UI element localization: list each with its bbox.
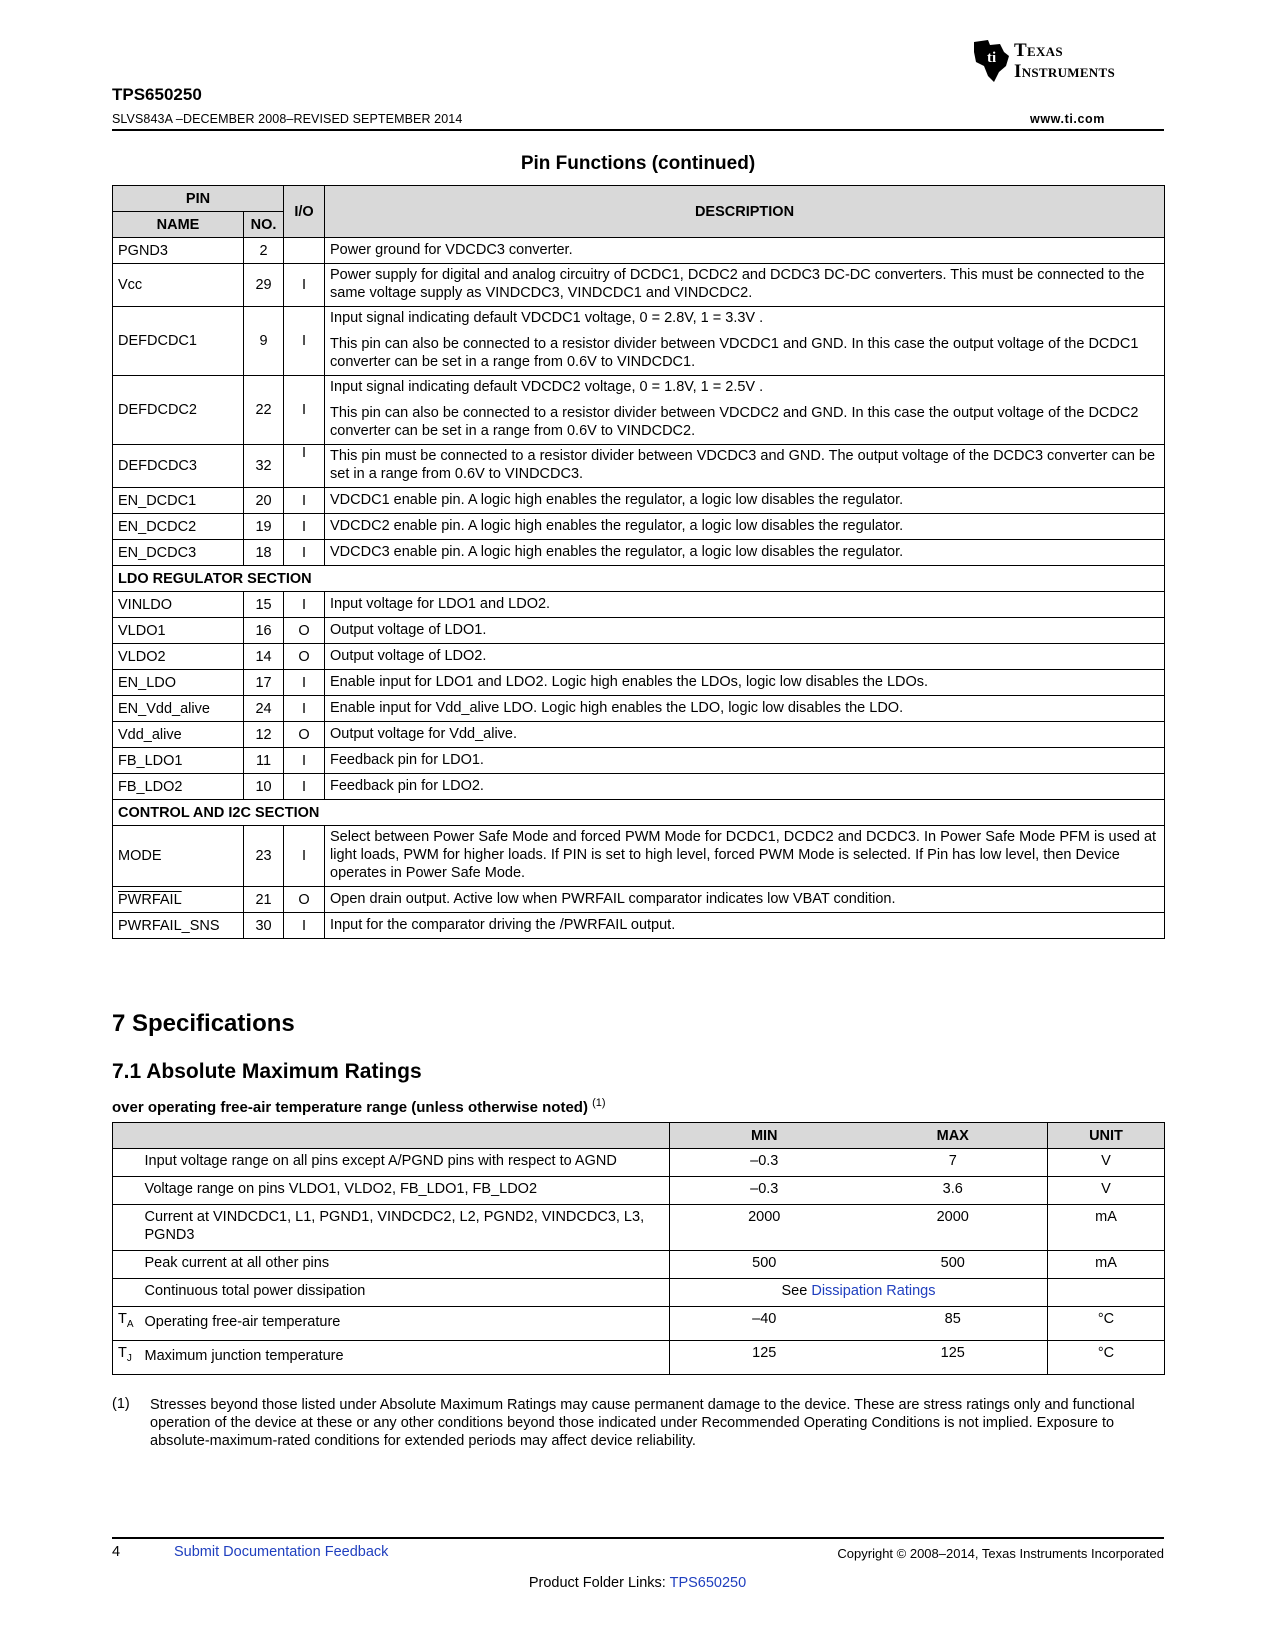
ldo-section	[113, 566, 1165, 592]
rating-min: –0.3	[670, 1177, 859, 1205]
pin-number: 23	[244, 826, 284, 887]
pin-number: 18	[244, 540, 284, 566]
pin-row	[113, 514, 1165, 540]
description-paragraph: Input signal indicating default VDCDC1 voltage, 0 = 2.8V, 1 = 3.3V .	[330, 310, 764, 326]
pin-io: I	[284, 445, 325, 488]
pin-number: 21	[244, 887, 284, 913]
pin-name: EN_DCDC2	[113, 514, 244, 540]
pin-name: FB_LDO2	[113, 774, 244, 800]
pin-io: O	[284, 722, 325, 748]
pin-io: I	[284, 307, 325, 376]
pin-io: I	[284, 514, 325, 540]
rating-unit: °C	[1048, 1340, 1165, 1374]
product-folder-links	[0, 1575, 1275, 1591]
svg-text:ti: ti	[987, 50, 997, 66]
pin-description	[325, 748, 1165, 774]
rating-symbol	[113, 1149, 143, 1177]
pin-description	[325, 774, 1165, 800]
pin-io: I	[284, 376, 325, 445]
pin-number: 12	[244, 722, 284, 748]
logo-wordmark	[1014, 40, 1115, 82]
pin-number: 22	[244, 376, 284, 445]
rating-min: 500	[670, 1251, 859, 1279]
pin-description	[325, 488, 1165, 514]
pin-description	[325, 238, 1165, 264]
rating-max: 500	[859, 1251, 1048, 1279]
footnote-number: (1)	[112, 1396, 130, 1412]
description-paragraph: Open drain output. Active low when PWRFAIL comparator indicates low VBAT condition.	[330, 890, 896, 907]
pin-number: 14	[244, 644, 284, 670]
pin-number: 19	[244, 514, 284, 540]
rating-max: 7	[859, 1149, 1048, 1177]
specifications-heading: 7 Specifications	[112, 1010, 295, 1037]
page-number: 4	[112, 1544, 121, 1560]
rating-max: 85	[859, 1307, 1048, 1341]
pin-row	[113, 696, 1165, 722]
footnote-ref[interactable]: (1)	[592, 1097, 606, 1109]
pin-name: VLDO1	[113, 618, 244, 644]
rating-row	[113, 1279, 1165, 1307]
description-paragraph: This pin can also be connected to a resistor divider between VDCDC1 and GND. In this case the output voltage of the DCDC1 converter can be set in a range from 0.6V to VINDCDC1.	[330, 336, 1139, 370]
description-paragraph: VDCDC2 enable pin. A logic high enables the regulator, a logic low disables the regulator.	[330, 517, 904, 534]
pin-io	[284, 238, 325, 264]
description-paragraph: Output voltage of LDO1.	[330, 621, 487, 638]
name-header: NAME	[113, 212, 244, 238]
pin-name: PWRFAIL	[113, 887, 244, 913]
rating-symbol	[113, 1205, 143, 1251]
rating-unit: V	[1048, 1149, 1165, 1177]
description-paragraph: Feedback pin for LDO2.	[330, 777, 484, 794]
rating-symbol	[113, 1279, 143, 1307]
pin-number: 32	[244, 445, 284, 488]
pin-rows-ldo	[113, 592, 1165, 800]
pin-row	[113, 618, 1165, 644]
pin-header: PIN	[113, 186, 284, 212]
rating-row	[113, 1205, 1165, 1251]
pin-rows-power	[113, 238, 1165, 566]
description-paragraph: Power ground for VDCDC3 converter.	[330, 241, 573, 258]
pin-io: I	[284, 826, 325, 887]
pin-row	[113, 826, 1165, 887]
pin-name: EN_Vdd_alive	[113, 696, 244, 722]
rating-symbol	[113, 1340, 143, 1374]
description-paragraph: Select between Power Safe Mode and forced PWM Mode for DCDC1, DCDC2 and DCDC3. In Power Safe Mode PFM is used at light loads, PWM for higher loads. If PIN is set to high level, forced PWM Mode is selected. If Pin has low level, then Device operates in Power Safe Mode.	[330, 829, 1157, 881]
pin-description	[325, 826, 1165, 887]
pin-number: 16	[244, 618, 284, 644]
rating-see-reference	[670, 1279, 1048, 1307]
description-paragraph: Input signal indicating default VDCDC2 voltage, 0 = 1.8V, 1 = 2.5V .	[330, 379, 764, 395]
description-paragraph: Output voltage of LDO2.	[330, 647, 487, 664]
description-paragraph: Input for the comparator driving the /PWRFAIL output.	[330, 916, 676, 933]
ratings-rows	[113, 1149, 1165, 1375]
footer-rule	[112, 1537, 1164, 1539]
pin-name: PGND3	[113, 238, 244, 264]
pin-row	[113, 488, 1165, 514]
pin-row	[113, 670, 1165, 696]
pin-io: I	[284, 774, 325, 800]
symbol-subscript: J	[126, 1352, 132, 1364]
pin-io: I	[284, 913, 325, 939]
description-paragraph: Output voltage for Vdd_alive.	[330, 725, 518, 742]
pin-row	[113, 238, 1165, 264]
see-prefix: See	[781, 1283, 812, 1299]
rating-symbol	[113, 1177, 143, 1205]
document-info: SLVS843A –DECEMBER 2008–REVISED SEPTEMBER 2014	[112, 112, 463, 126]
logo-line2: Instruments	[1014, 61, 1115, 82]
description-paragraph: Power supply for digital and analog circuitry of DCDC1, DCDC2 and DCDC3 DC-DC converters. This must be connected to the same voltage supply as VINDCDC3, VINDCDC1 and VINDCDC2.	[330, 267, 1145, 301]
product-folder-link[interactable]: TPS650250	[669, 1575, 747, 1591]
rating-max: 2000	[859, 1205, 1048, 1251]
pin-row	[113, 540, 1165, 566]
control-section	[113, 800, 1165, 826]
logo-line1: Texas	[1014, 40, 1063, 61]
ti-state-icon	[968, 36, 1012, 84]
pin-name: EN_DCDC3	[113, 540, 244, 566]
pin-functions-title: Pin Functions (continued)	[520, 153, 756, 174]
unit-header: UNIT	[1048, 1123, 1165, 1149]
pin-description	[325, 887, 1165, 913]
pin-row	[113, 307, 1165, 376]
rating-parameter: Peak current at all other pins	[143, 1251, 670, 1279]
pin-row	[113, 722, 1165, 748]
pin-io: O	[284, 887, 325, 913]
pin-io: O	[284, 618, 325, 644]
rating-parameter: Input voltage range on all pins except A/PGND pins with respect to AGND	[143, 1149, 670, 1177]
description-paragraph: VDCDC3 enable pin. A logic high enables the regulator, a logic low disables the regulator.	[330, 543, 904, 560]
rating-parameter: Operating free-air temperature	[143, 1307, 670, 1341]
pin-number: 29	[244, 264, 284, 307]
description-paragraph: Input voltage for LDO1 and LDO2.	[330, 595, 551, 612]
symbol-subscript: A	[126, 1318, 134, 1330]
pin-number: 20	[244, 488, 284, 514]
pin-number: 24	[244, 696, 284, 722]
pin-description	[325, 618, 1165, 644]
pin-description	[325, 264, 1165, 307]
rating-parameter: Maximum junction temperature	[143, 1340, 670, 1374]
pin-io: O	[284, 644, 325, 670]
pin-row	[113, 376, 1165, 445]
pin-name: Vcc	[113, 264, 244, 307]
pin-number: 11	[244, 748, 284, 774]
absolute-max-heading: 7.1 Absolute Maximum Ratings	[112, 1060, 422, 1083]
rating-min: –40	[670, 1307, 859, 1341]
folder-label: Product Folder Links:	[528, 1575, 670, 1591]
parameter-header	[113, 1123, 670, 1149]
pin-description	[325, 722, 1165, 748]
pin-row	[113, 264, 1165, 307]
pin-name: MODE	[113, 826, 244, 887]
pin-name: EN_DCDC1	[113, 488, 244, 514]
rating-row	[113, 1149, 1165, 1177]
pin-description	[325, 540, 1165, 566]
pin-description	[325, 376, 1165, 445]
pin-description	[325, 592, 1165, 618]
symbol-letter: T	[118, 1311, 127, 1327]
pin-description	[325, 644, 1165, 670]
pin-description	[325, 696, 1165, 722]
pin-description	[325, 445, 1165, 488]
rating-unit	[1048, 1279, 1165, 1307]
pin-name: PWRFAIL_SNS	[113, 913, 244, 939]
pin-name: DEFDCDC3	[113, 445, 244, 488]
pin-row	[113, 445, 1165, 488]
rating-min: 125	[670, 1340, 859, 1374]
rating-unit: mA	[1048, 1205, 1165, 1251]
pin-number: 17	[244, 670, 284, 696]
conditions-label: over operating free-air temperature range (unless otherwise noted)	[112, 1099, 588, 1116]
part-number: TPS650250	[112, 85, 202, 104]
description-header: DESCRIPTION	[325, 186, 1165, 238]
pin-number: 30	[244, 913, 284, 939]
footnote-text: Stresses beyond those listed under Absolute Maximum Ratings may cause permanent damage to the device. These are stress ratings only and functional operation of the device at these or any other conditions beyond those indicated under Recommended Operating Conditions is not implied. Exposure to absolute-maximum-rated conditions for extended periods may affect device reliability.	[150, 1397, 1135, 1449]
rating-unit: V	[1048, 1177, 1165, 1205]
absolute-max-table	[112, 1122, 1165, 1375]
pin-row	[113, 774, 1165, 800]
no-header: NO.	[244, 212, 284, 238]
copyright: Copyright © 2008–2014, Texas Instruments Incorporated	[837, 1546, 1164, 1561]
rating-parameter: Voltage range on pins VLDO1, VLDO2, FB_LDO1, FB_LDO2	[143, 1177, 670, 1205]
rating-parameter: Current at VINDCDC1, L1, PGND1, VINDCDC2, L2, PGND2, VINDCDC3, L3, PGND3	[143, 1205, 670, 1251]
rating-unit: mA	[1048, 1251, 1165, 1279]
description-paragraph: This pin must be connected to a resistor divider between VDCDC3 and GND. The output voltage of the DCDC3 converter can be set in a range from 0.6V to VINDCDC3.	[330, 448, 1156, 482]
pin-io: I	[284, 748, 325, 774]
pin-name: DEFDCDC1	[113, 307, 244, 376]
pin-number: 2	[244, 238, 284, 264]
rating-max: 125	[859, 1340, 1048, 1374]
pin-description	[325, 307, 1165, 376]
pin-name: VLDO2	[113, 644, 244, 670]
max-header: MAX	[859, 1123, 1048, 1149]
section-header: LDO REGULATOR SECTION	[113, 566, 1165, 592]
rating-parameter: Continuous total power dissipation	[143, 1279, 670, 1307]
conditions-text	[112, 1097, 606, 1116]
pin-name: Vdd_alive	[113, 722, 244, 748]
io-header: I/O	[284, 186, 325, 238]
description-paragraph: VDCDC1 enable pin. A logic high enables the regulator, a logic low disables the regulator.	[330, 491, 904, 508]
pin-io: I	[284, 592, 325, 618]
pin-name: FB_LDO1	[113, 748, 244, 774]
pin-description	[325, 913, 1165, 939]
rating-row	[113, 1177, 1165, 1205]
pin-row	[113, 592, 1165, 618]
rating-row	[113, 1340, 1165, 1374]
pin-rows-control	[113, 826, 1165, 939]
pin-number: 10	[244, 774, 284, 800]
pin-io: I	[284, 264, 325, 307]
pin-io: I	[284, 696, 325, 722]
description-paragraph: Feedback pin for LDO1.	[330, 751, 484, 768]
rating-symbol	[113, 1251, 143, 1279]
section-header: CONTROL AND I2C SECTION	[113, 800, 1165, 826]
pin-row	[113, 644, 1165, 670]
rating-row	[113, 1251, 1165, 1279]
min-header: MIN	[670, 1123, 859, 1149]
description-paragraph: Enable input for Vdd_alive LDO. Logic high enables the LDO, logic low disables the LDO.	[330, 699, 904, 716]
website-link[interactable]: www.ti.com	[1030, 112, 1105, 126]
description-paragraph: Enable input for LDO1 and LDO2. Logic high enables the LDOs, logic low disables the LDOs.	[330, 673, 929, 690]
pin-number: 9	[244, 307, 284, 376]
rating-symbol	[113, 1307, 143, 1341]
description-paragraph: This pin can also be connected to a resistor divider between VDCDC2 and GND. In this case the output voltage of the DCDC2 converter can be set in a range from 0.6V to VINDCDC2.	[330, 405, 1139, 439]
pin-name: EN_LDO	[113, 670, 244, 696]
pin-row	[113, 913, 1165, 939]
pin-row	[113, 748, 1165, 774]
pin-number: 15	[244, 592, 284, 618]
pin-name: DEFDCDC2	[113, 376, 244, 445]
ti-logo[interactable]	[968, 36, 1168, 84]
rating-min: 2000	[670, 1205, 859, 1251]
pin-description	[325, 514, 1165, 540]
pin-io: I	[284, 540, 325, 566]
submit-feedback-link[interactable]: Submit Documentation Feedback	[174, 1544, 389, 1560]
pin-io: I	[284, 670, 325, 696]
rating-max: 3.6	[859, 1177, 1048, 1205]
pin-functions-table	[112, 185, 1165, 939]
pin-description	[325, 670, 1165, 696]
header-rule	[112, 129, 1164, 131]
rating-row	[113, 1307, 1165, 1341]
pin-row	[113, 887, 1165, 913]
pin-name: VINLDO	[113, 592, 244, 618]
dissipation-ratings-link[interactable]: Dissipation Ratings	[811, 1283, 936, 1299]
pin-io: I	[284, 488, 325, 514]
rating-min: –0.3	[670, 1149, 859, 1177]
rating-unit: °C	[1048, 1307, 1165, 1341]
symbol-letter: T	[118, 1344, 127, 1361]
